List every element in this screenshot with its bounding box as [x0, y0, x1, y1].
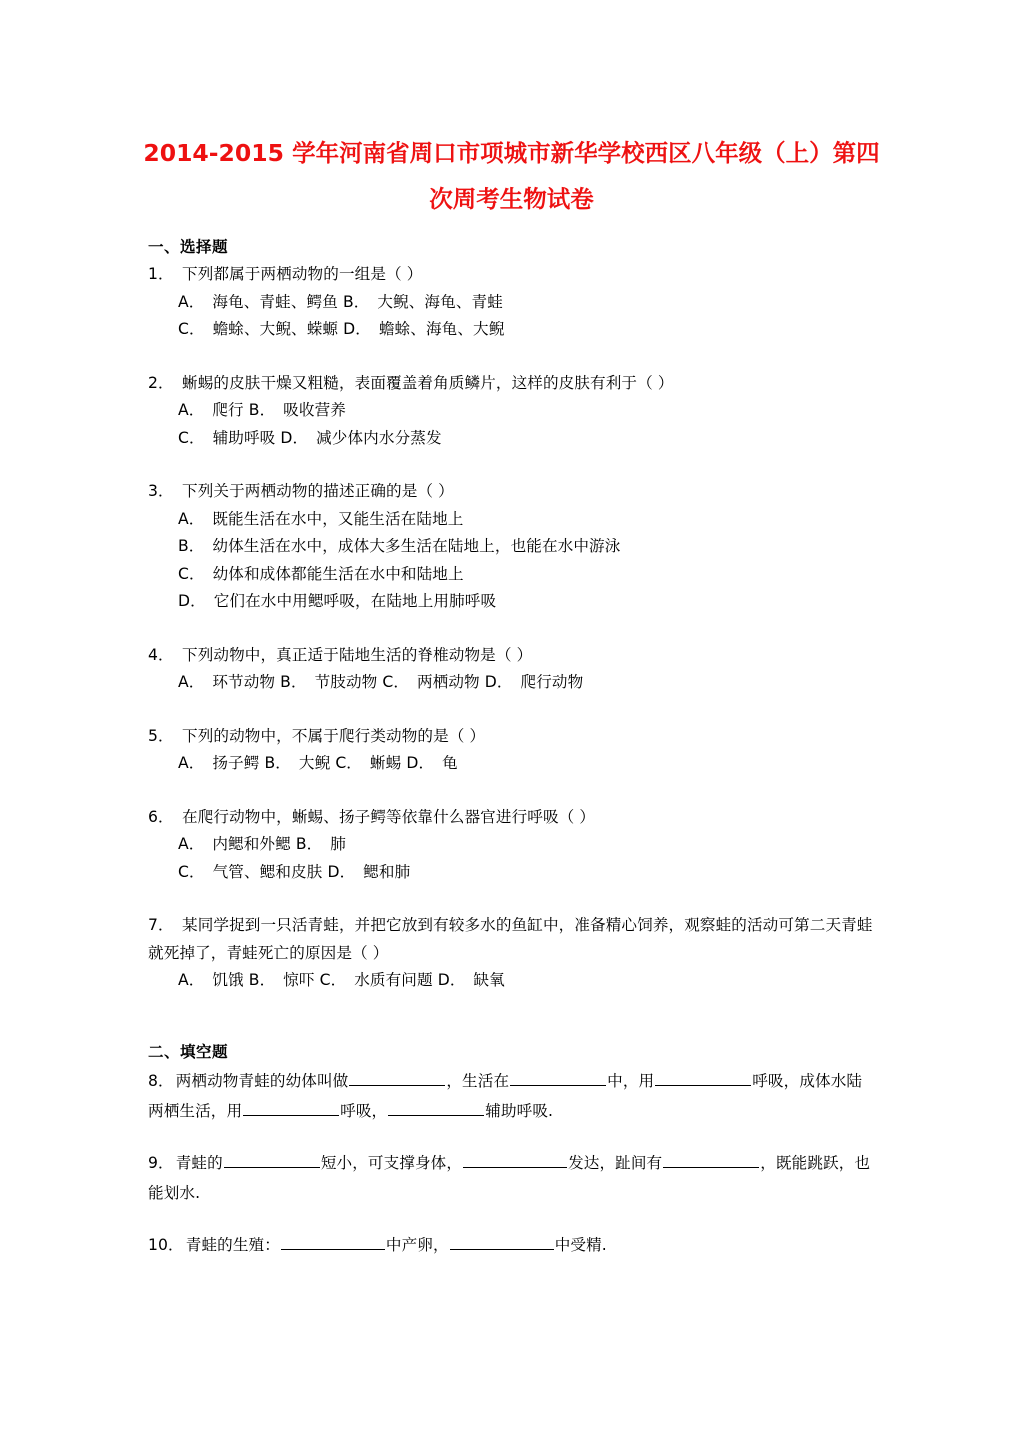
question-stem	[148, 642, 875, 670]
question-9	[148, 1148, 875, 1208]
paper-content	[0, 234, 1023, 1260]
fill-part: 呼吸，	[340, 1101, 388, 1120]
answer-blank[interactable]	[510, 1070, 606, 1086]
option-item[interactable]: A． 既能生活在水中，又能生活在陆地上	[178, 509, 464, 528]
question-stem	[148, 912, 875, 967]
question-text: 下列关于两栖动物的描述正确的是（ ）	[182, 482, 454, 500]
question-number: 8．	[148, 1071, 174, 1090]
fill-question-text	[148, 1148, 875, 1208]
option-item[interactable]: A． 饥饿 B． 惊吓 C． 水质有问题 D． 缺氧	[178, 971, 505, 989]
question-number: 7．	[148, 916, 174, 934]
title-line-2: 次周考生物试卷	[429, 185, 594, 213]
title-line-1: 2014-2015 学年河南省周口市项城市新华学校西区八年级（上）第四	[143, 139, 880, 167]
question-1	[148, 261, 875, 344]
answer-blank[interactable]	[655, 1070, 751, 1086]
question-stem	[148, 370, 875, 398]
section-heading-choice: 一、选择题	[148, 238, 229, 256]
question-text: 下列都属于两栖动物的一组是（ ）	[182, 265, 423, 283]
option-item[interactable]: C． 蟾蜍、大鲵、蝾螈 D． 蟾蜍、海龟、大鲵	[178, 320, 505, 338]
option-item[interactable]: A． 扬子鳄 B． 大鲵 C． 蜥蜴 D． 龟	[178, 754, 458, 772]
question-text: 蜥蜴的皮肤干燥又粗糙，表面覆盖着角质鳞片，这样的皮肤有利于（ ）	[182, 373, 674, 392]
option-list	[148, 506, 875, 616]
option-list	[148, 669, 875, 697]
question-6	[148, 804, 875, 887]
answer-blank[interactable]	[349, 1070, 445, 1086]
fill-part: 两栖动物青蛙的幼体叫做	[175, 1071, 349, 1090]
fill-part: 发达，趾间有	[568, 1153, 663, 1172]
question-3	[148, 478, 875, 616]
option-list	[148, 831, 875, 886]
option-item[interactable]: C． 辅助呼吸 D． 减少体内水分蒸发	[178, 428, 442, 447]
question-stem	[148, 261, 875, 289]
fill-part: 辅助呼吸.	[485, 1101, 554, 1120]
question-number: 5．	[148, 726, 174, 745]
question-stem	[148, 804, 875, 832]
option-list	[148, 750, 875, 778]
question-number: 4．	[148, 645, 174, 664]
option-item[interactable]: D． 它们在水中用鳃呼吸，在陆地上用肺呼吸	[178, 592, 497, 610]
question-5	[148, 723, 875, 778]
answer-blank[interactable]	[224, 1152, 320, 1168]
question-text: 某同学捉到一只活青蛙，并把它放到有较多水的鱼缸中，准备精心饲养，观察蛙的活动可第二天青蛙就死掉了，青蛙死亡的原因是（ ）	[148, 916, 873, 962]
document-title	[0, 0, 1023, 222]
option-list	[148, 397, 875, 452]
question-number: 6．	[148, 807, 174, 826]
question-7	[148, 912, 875, 995]
option-item[interactable]: C． 气管、鳃和皮肤 D． 鳃和肺	[178, 862, 411, 881]
question-2	[148, 370, 875, 453]
fill-part: 中产卵，	[385, 1235, 449, 1254]
fill-part: ，生活在	[446, 1071, 510, 1090]
question-10	[148, 1230, 875, 1260]
fill-part: 呼吸，成体水陆两栖生活，用	[148, 1071, 863, 1120]
question-stem	[148, 723, 875, 751]
question-number: 9．	[148, 1153, 174, 1172]
fill-question-text	[148, 1066, 875, 1126]
answer-blank[interactable]	[463, 1152, 567, 1168]
option-item[interactable]: A． 爬行 B． 吸收营养	[178, 401, 346, 419]
question-8	[148, 1066, 875, 1126]
question-text: 在爬行动物中，蜥蜴、扬子鳄等依靠什么器官进行呼吸（ ）	[182, 807, 596, 826]
question-number: 2．	[148, 373, 174, 392]
answer-blank[interactable]	[663, 1152, 759, 1168]
question-number: 10．	[148, 1235, 184, 1254]
fill-part: 中受精.	[554, 1235, 607, 1254]
fill-part: 青蛙的	[175, 1153, 223, 1172]
answer-blank[interactable]	[450, 1234, 554, 1250]
option-item[interactable]: C． 幼体和成体都能生活在水中和陆地上	[178, 564, 464, 583]
fill-question-text	[148, 1230, 875, 1260]
option-list	[148, 289, 875, 344]
fill-part: 中，用	[607, 1071, 655, 1090]
section-heading-fill: 二、填空题	[148, 1042, 229, 1061]
option-item[interactable]: A． 内鳃和外鳃 B． 肺	[178, 835, 346, 853]
question-stem	[148, 478, 875, 506]
option-list	[148, 967, 875, 995]
question-text: 下列动物中，真正适于陆地生活的脊椎动物是（ ）	[182, 645, 533, 664]
option-item[interactable]: A． 海龟、青蛙、鳄鱼 B． 大鲵、海龟、青蛙	[178, 292, 503, 311]
option-item[interactable]: B． 幼体生活在水中，成体大多生活在陆地上，也能在水中游泳	[178, 537, 621, 555]
option-item[interactable]: A． 环节动物 B． 节肢动物 C． 两栖动物 D． 爬行动物	[178, 673, 584, 691]
fill-part: 青蛙的生殖：	[185, 1235, 280, 1254]
question-4	[148, 642, 875, 697]
fill-part: ，既能跳跃，也能划水.	[148, 1153, 871, 1202]
question-number: 1．	[148, 265, 174, 283]
answer-blank[interactable]	[243, 1100, 339, 1116]
answer-blank[interactable]	[281, 1234, 385, 1250]
fill-part: 短小，可支撑身体，	[320, 1153, 463, 1172]
answer-blank[interactable]	[388, 1100, 484, 1116]
question-number: 3．	[148, 482, 174, 500]
question-text: 下列的动物中，不属于爬行类动物的是（ ）	[182, 726, 486, 745]
